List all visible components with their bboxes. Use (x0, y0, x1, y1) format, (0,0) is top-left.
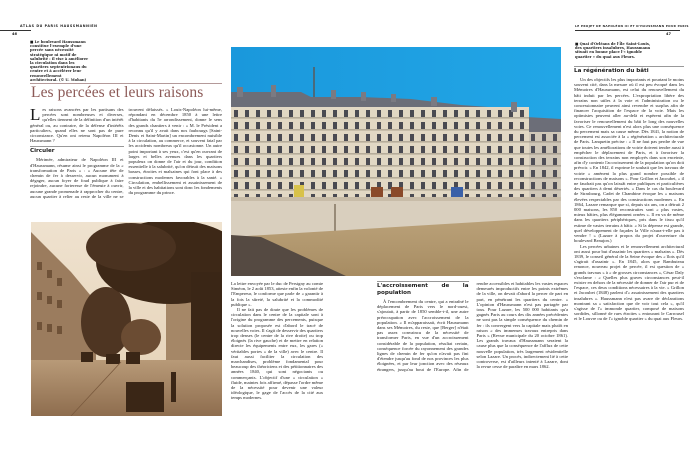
section-heading-population: L'accroissement de la population (377, 283, 469, 296)
page-number-left: 46 (12, 32, 18, 36)
paragraph-population: À l'encombrement du centre, qui a entraîné le déplacement de Paris vers le nord-ouest, s'ajoutait, à partir de 1850 semble-t-il, une autre préoccupation avec l'accroissement de la population. « Il m'apparaissait, écrit Haussmann dans ses Mémoires, du reste, que [Berger] n'était pas assez convaincu de la nécessité de transformer Paris, en vue d'un accroissement considérable de la population, résultat certain, conséquence forcée du rayonnement des grandes lignes de chemin de fer qu'on n'avait pas fini d'étendre jusqu'au fond de nos provinces les plus éloignées, et par leur jonction avec des réseaux étrangers, jusqu'au bout de l'Europe. Afin de rendre accessibles et habitables les vastes espaces demeurés improductifs entre les points extrêmes de la ville, on devait d'abord la percer de part en part, en pénétrant les quartiers du centre. » L'opinion d'Haussmann n'est pas partagée par tous. Pour Lazare, les 500 000 habitants qu'a gagnés Paris au cours des dix années précédentes ne sont pas la simple conséquence du chemin de fer : ils convergent vers la capitale mais plutôt en raison « des immenses travaux entrepris dans Paris » (Revue municipale du 20 octobre 1861). Les grands travaux d'Haussmann seraient la cause plus que la conséquence de l'afflux de cette nouvelle population, très largement résidentielle selon Lazare. Un procès, indirectement lié à cette controverse, est d'ailleurs intenté à Lazare, dont la revue cesse de paraître en mars 1862. (377, 281, 568, 372)
paragraph-assainir: Les percées urbaines et le renouvellement architectural ont aussi pour but d'assainir les quartiers « malsains ». Dès 1839, le conseil général de la Seine évoque des « îlots qu'il s'agirait d'assainir ». En 1845, alors que Rambuteau renonce, nouveau projet de percée, il est question de « grands travaux » à « de grosses circonstances », César Daly s'exclame : « Quelles plus graves circonstances peut-il exister en dehors de la nécessité de donner de l'air pur et de l'espace, ces deux conditions nécessaires à la vie. » Grillon et Jacoubet (1848) parlent d'« assainissement des quartiers insalubres ». Haussmann n'est pas avare de déclarations montrant sa « satisfaction que de voir tout cela », qu'il s'agisse de l'« immonde quartier, composé de maisons sordides, sillonné de rues étroites » entourant le Carrousel et le Louvre ou de l'« ignoble quartier » du quai aux Fleurs. (574, 243, 684, 322)
header-rule-right (575, 30, 680, 31)
running-head-right: LE PROJET DE NAPOLÉON III ET D'HAUSSMANN POUR PARIS (575, 24, 689, 28)
section-heading-regeneration: La régénération du bâti (574, 66, 684, 75)
paragraph-letter-persigny: La lettre envoyée par le duc de Persigny au comte Siméon, le 2 août 1853, atteste enfin la volonté de l'Empereur, le conforme que parle de « garantir à la fois la sûreté, la salubrité et la commodité publique ». (231, 281, 323, 307)
article-title: Les percées et leurs raisons (31, 84, 204, 101)
paragraph-circulation: Il ne fait pas de doute que les problèmes de circulation dans le centre de la capitale sont à l'origine du programme des percements, puisque la solution proposée est d'abord le tracé de nouvelles voies. Il s'agit de desservir des quartiers trop denses (le centre de la rive droite) ou trop éloignés (la rive gauche) et de mettre en relation directe les équipements entre eux, les gares (« véritables portes » de la ville) avec le centre. Il faut aussi faciliter la circulation des marchandises, problème fondamental pour beaucoup des théoriciens et des pétitionnaires des années 1840, qui sont négociants ou commerçants. L'objectif d'une « circulation » fluide, maintes fois affirmé, dépasse l'ordre même de la nécessité pour devenir une valeur idéologique, le gage de l'accès de la cité aux temps modernes. (231, 307, 323, 401)
quai-orleans-photo (231, 47, 561, 276)
running-head-left: ATLAS DU PARIS HAUSSMANNIEN (20, 24, 98, 28)
section-heading-circuler: Circuler (30, 146, 124, 155)
sepia-boulevard-photo (31, 222, 222, 416)
paragraph-circuler: Mérimée, admirateur de Napoléon III et d'Haussmann, résume ainsi le programme de la « transformation de Paris » : « Aucune tête de chemin de fer à desservir, aucun monument à dégager, aucun foyer de foud publique à faire rejoindre, aucune forteresse de l'émeute à ouvrir, aucune grande promenade à rapprocher du centre, aucun quartier à relier au reste de la ville ne se trouvent délaissés. » Louis-Napoléon lui-même, répondant en décembre 1850 à une lettre d'habitants du 5e arrondissement, donne le sens des grands chantiers à venir : « M. le Président a reconnu qu'il y avait dans nos faubourgs [Saint-Denis et Saint-Martin] un encombrement nuisible à la circulation, au commerce, et souvent fatal par les accidents nombreux qu'il occasionne. Un autre point important à ses yeux, c'est qu'en ouvrant de larges et belles avenues dans les quartiers populeux on donne de l'air et du jour, condition essentielle à la salubrité, qu'on détruit des maisons basses, étroites et malsaines qui font place à des constructions modernes favorables à la santé. » Circulation, embellissement et assainissement de la ville et des habitations sont donc les fondements du programme du prince. (30, 107, 222, 199)
text-column-below-photo (231, 281, 323, 401)
photo-caption-left: ■ Le boulevard Haussmann constitue l'exemple d'une percée sans nécessité stratégique ni motif de salubrité : il vise à améliorer la circulation dans les quartiers septentrionaux du centre et à accélérer leur renouvellement architectural. (© U. Mohan) (30, 40, 89, 82)
drop-cap: L (30, 105, 41, 124)
paragraph-regeneration: Un des objectifs les plus importants et pourtant le moins souvent cité, dans la mesure où il est peu évoqué dans les Mémoires d'Haussmann, est celui du renouvellement du bâti induit par les percées. L'expropriation libère des terrains non utiles à la voie et l'administration ou le concessionnaire peuvent ainsi revendre et surplus afin de financer l'acquisition de l'espace de la voie. Mais les optimistes peuvent aller au-delà et espèrent afin de la favoriser le renouvellement du bâti le long des nouvelles voies. Ce renouvellement n'est alors plus une conséquence du percement mais sa cause même. Dès 1841, la notion de percement est associée à la « régénération » architecturale de Paris. Lanquetin précise : « Il ne faut pas perdre de vue que toutes les améliorations de voirie doivent tendre aussi à empêcher le déplacement de Paris, et à favoriser la construction des terrains non employés dans son enceinte, afin d'y contenir l'accroissement de la population qu'on doit prévoir. » En 1842, il exprime le souhait que les travaux de voirie « amènent la plus grand nombre possible de reconstructions de maisons ». Pour Grillon et Jacoubet, « il ne faudrait pas qu'on laissât entre publiques et particulières des quartiers à demi désertés. » Dans le cas du boulevard de Strasbourg, Cadet de Chambine évoque les « maisons élevées respectables par des constructions modernes ». En 1864, Lazare remarque que si, depuis six ans, on a détruit 2 000 maisons, les 850 reconstruites sont « plus vastes, mieux bâties, plus élégamment ornées ». Il en va de même dans les quartiers périphériques, pris dans le tissu qu'il estime de vastes terrains à bâtir. « Si la dépense est grande, quel développement de façades la Ville n'aura-t-elle pas à vendre ! » (Lazare à propos du projet d'ouverture du boulevard Beaujon.) (574, 77, 684, 244)
intro-text-columns (30, 107, 222, 199)
page-number-right: 47 (666, 32, 672, 36)
population-text-columns (377, 281, 568, 372)
header-rule (0, 30, 31, 31)
regeneration-text-column (574, 66, 684, 322)
intro-paragraph: es raisons avancées par les partisans des percées sont nombreuses et diverses, qu'elles tiennent de la définition d'un intérêt général ou, au contraire, de la défense d'intérêts particuliers, quand elles ne sont pas de pure circonstance. Qu'en ont retenu Napoléon III et Haussmann ? (30, 107, 124, 144)
photo-caption-right: ■ Quai d'Orléans de l'Île Saint-Louis, des quartiers insalubres, Haussmann situait en bonne place l'« ignoble quartier » du quai aux Fleurs. (575, 42, 651, 59)
